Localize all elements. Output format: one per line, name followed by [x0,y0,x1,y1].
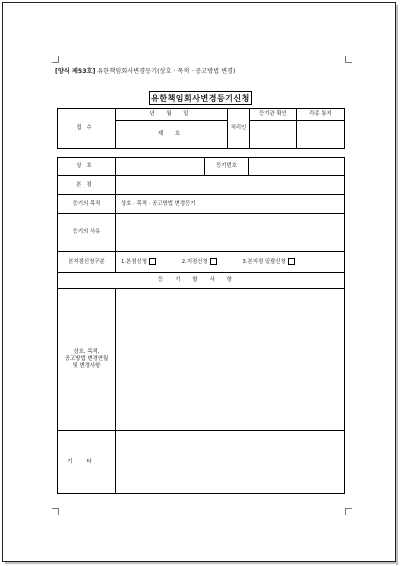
items-to-register-header: 등기할사항 [58,273,345,289]
head-office-field[interactable] [116,176,345,195]
registrar-check-field[interactable] [250,121,297,149]
processor-label: 처리인 [228,109,250,149]
change-items-label: 상호, 목적, 공고방법 변경연월 및 변경사항 [58,289,116,431]
other-label: 기타 [58,431,116,494]
branch-type-label: 본지점신청구분 [58,252,116,273]
notification-header: 각종 통지 [297,109,345,121]
form-number: [양식 제53호] [55,68,96,75]
company-name-label: 상호 [58,158,116,176]
page-shadow-bottom [5,562,398,564]
registration-purpose-value: 상호 · 목적 · 공고방법 변경등기 [116,195,345,214]
crop-mark-bottom-left [58,508,59,515]
registration-purpose-label: 등기의 목적 [58,195,116,214]
branch-option-label: 1.본점신청 [121,259,147,266]
reception-label: 접수 [58,109,116,149]
other-field[interactable] [116,431,345,494]
notification-field[interactable] [297,121,345,149]
page-shadow-right [396,5,398,565]
registration-number-label: 등기번호 [205,158,249,176]
registration-number-field[interactable] [249,158,345,176]
crop-mark-bottom-right [345,508,352,509]
crop-mark-bottom-right [345,508,346,515]
number-label: 제 호 [116,121,228,149]
branch-option-label: 3.본지점 일괄신청 [242,259,286,266]
branch-option-head-office[interactable] [121,258,162,266]
document-title: 유한책임회사변경등기신청 [149,91,252,105]
registration-cause-field[interactable] [116,214,345,252]
branch-option-label: 2.지점신청 [181,259,208,266]
combined-checkbox[interactable] [288,258,295,265]
crop-mark-top-right [345,62,352,63]
registration-cause-label: 등기의 사유 [58,214,116,252]
branch-type-options [116,252,345,273]
change-items-field[interactable] [116,289,345,431]
application-table [57,157,345,494]
registrar-check-header: 등기관 확인 [250,109,297,121]
date-label: 년 월 일 [116,109,228,121]
branch-checkbox[interactable] [210,258,217,265]
form-title: 유한책임회사변경등기(상호 · 목적 · 공고방법 변경) [97,68,236,75]
head-office-label: 본점 [58,176,116,195]
receipt-table [57,108,345,149]
crop-mark-top-left [52,62,59,63]
form-header [55,66,355,75]
head-office-checkbox[interactable] [149,258,156,265]
branch-option-combined[interactable] [242,258,300,266]
branch-option-branch[interactable] [182,258,223,266]
company-name-field[interactable] [116,158,205,176]
crop-mark-bottom-left [52,508,59,509]
